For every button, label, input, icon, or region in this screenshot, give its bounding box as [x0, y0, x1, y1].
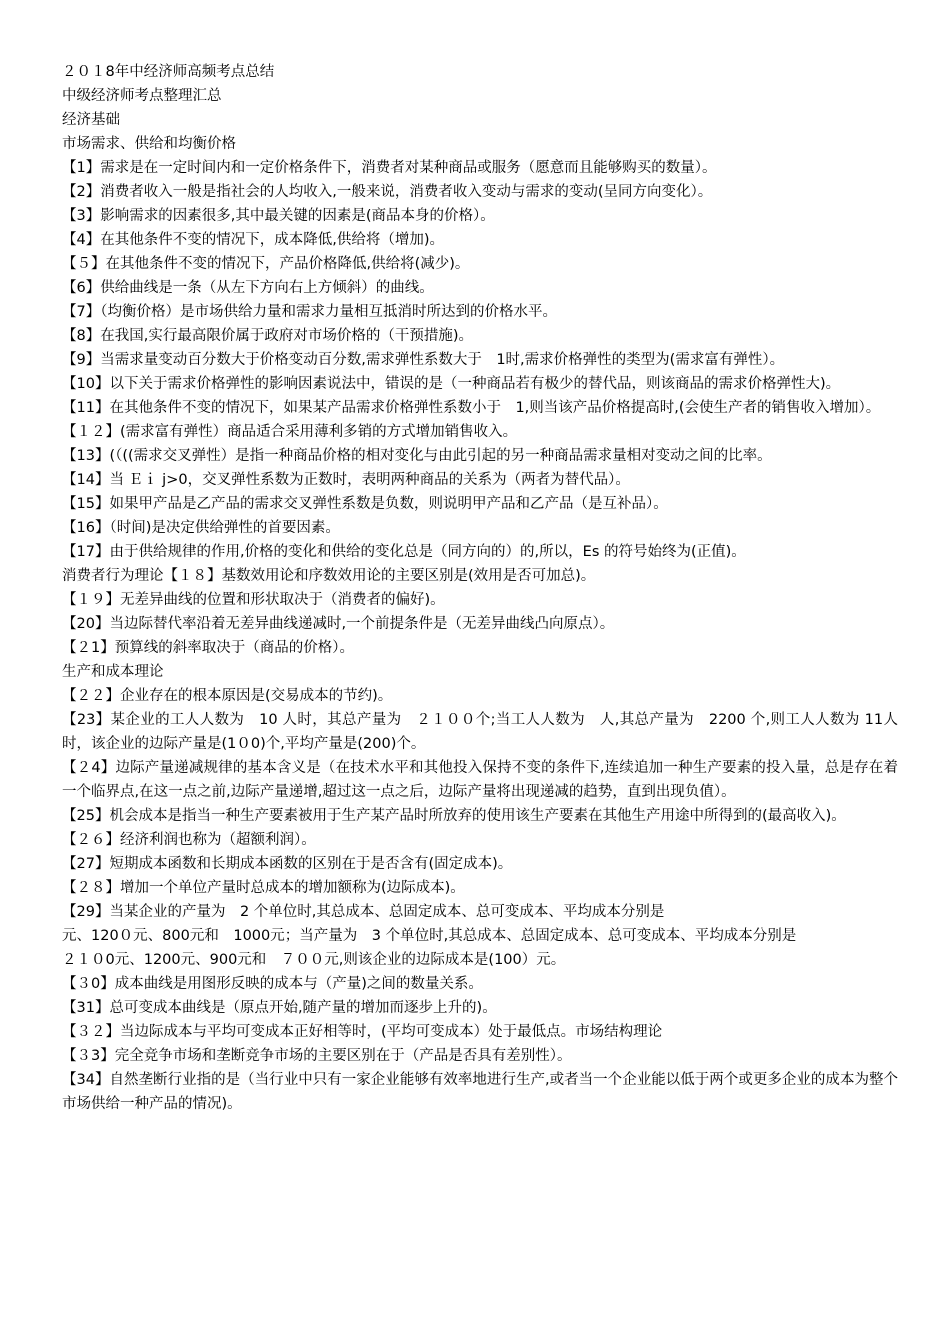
point-23: 【23】某企业的工人人数为 10 人时，其总产量为 ２１００个;当工人人数为 人,其总产量为 2200 个,则工人人数为 11人时，该企业的边际产量是(1０0)个,平均产量是(200)个。: [62, 712, 898, 752]
point-21: 【２1】预算线的斜率取决于（商品的价格）。: [62, 640, 354, 656]
point-1: 【1】需求是在一定时间内和一定价格条件下，消费者对某种商品或服务（愿意而且能够购买的数量）。: [62, 160, 717, 176]
section-heading-economic-basics: 经济基础: [62, 112, 120, 128]
point-26: 【２６】经济利润也称为（超额利润）。: [62, 832, 316, 848]
point-3: 【3】影响需求的因素很多,其中最关键的因素是(商品本身的价格）。: [62, 208, 495, 224]
point-15: 【15】如果甲产品是乙产品的需求交叉弹性系数是负数，则说明甲产品和乙产品（是互补品）。: [62, 496, 668, 512]
point-16: 【16】（时间)是决定供给弹性的首要因素。: [62, 520, 340, 536]
point-29-continued-b: ２１０0元、1200元、900元和 ７００元,则该企业的边际成本是(100）元。: [62, 952, 566, 968]
point-11: 【11】在其他条件不变的情况下，如果某产品需求价格弹性系数小于 1,则当该产品价格提高时,(会使生产者的销售收入增加）。: [62, 400, 881, 416]
point-9: 【9】当需求量变动百分数大于价格变动百分数,需求弹性系数大于 1时,需求价格弹性的类型为(需求富有弹性）。: [62, 352, 785, 368]
point-12: 【１２】(需求富有弹性）商品适合采用薄利多销的方式增加销售收入。: [62, 424, 518, 440]
point-14: 【14】当 Ｅｉ j>0，交叉弹性系数为正数时，表明两种商品的关系为（两者为替代品）。: [62, 472, 630, 488]
point-22: 【２２】企业存在的根本原因是(交易成本的节约)。: [62, 688, 393, 704]
point-6: 【6】供给曲线是一条（从左下方向右上方倾斜）的曲线。: [62, 280, 434, 296]
point-10: 【10】以下关于需求价格弹性的影响因素说法中，错误的是（一种商品若有极少的替代品，则该商品的需求价格弹性大)。: [62, 376, 841, 392]
point-8: 【8】在我国,实行最高限价属于政府对市场价格的（干预措施)。: [62, 328, 473, 344]
point-28: 【２８】增加一个单位产量时总成本的增加额称为(边际成本)。: [62, 880, 465, 896]
subsection-heading-production: 生产和成本理论: [62, 664, 164, 680]
point-20: 【20】当边际替代率沿着无差异曲线递减时,一个前提条件是（无差异曲线凸向原点）。: [62, 616, 615, 632]
point-2: 【2】消费者收入一般是指社会的人均收入,一般来说，消费者收入变动与需求的变动(呈同方向变化）。: [62, 184, 713, 200]
point-34: 【34】自然垄断行业指的是（当行业中只有一家企业能够有效率地进行生产,或者当一个企业能以低于两个或更多企业的成本为整个市场供给一种产品的情况)。: [62, 1072, 898, 1112]
point-27: 【27】短期成本函数和长期成本函数的区别在于是否含有(固定成本)。: [62, 856, 513, 872]
point-24: 【２4】边际产量递减规律的基本含义是（在技术水平和其他投入保持不变的条件下,连续追加一种生产要素的投入量，总是存在着一个临界点,在这一点之前,边际产量递增,超过这一点之后，边际产量将出现递减的趋势，直到出现负值）。: [62, 760, 898, 800]
point-30: 【３0】成本曲线是用图形反映的成本与（产量)之间的数量关系。: [62, 976, 483, 992]
point-31: 【31】总可变成本曲线是（原点开始,随产量的增加而逐步上升的)。: [62, 1000, 497, 1016]
point-25: 【25】机会成本是指当一种生产要素被用于生产某产品时所放弃的使用该生产要素在其他生产用途中所得到的(最高收入)。: [62, 808, 846, 824]
point-7: 【7】（均衡价格）是市场供给力量和需求力量相互抵消时所达到的价格水平。: [62, 304, 557, 320]
document-body: [62, 60, 898, 1116]
point-29-continued-a: 元、120０元、800元和 1000元；当产量为 3 个单位时,其总成本、总固定成本、总可变成本、平均成本分别是: [62, 928, 797, 944]
point-18: 消费者行为理论【１８】基数效用论和序数效用论的主要区别是(效用是否可加总)。: [62, 568, 596, 584]
document-title: ２０１8年中经济师高频考点总结: [62, 64, 275, 80]
document-subtitle: 中级经济师考点整理汇总: [62, 88, 222, 104]
point-5: 【５】在其他条件不变的情况下，产品价格降低,供给将(减少)。: [62, 256, 470, 272]
subsection-heading-market: 市场需求、供给和均衡价格: [62, 136, 236, 152]
point-32: 【３２】当边际成本与平均可变成本正好相等时，(平均可变成本）处于最低点。市场结构理论: [62, 1024, 663, 1040]
point-33: 【３3】完全竞争市场和垄断竞争市场的主要区别在于（产品是否具有差别性）。: [62, 1048, 572, 1064]
point-4: 【4】在其他条件不变的情况下，成本降低,供给将（增加)。: [62, 232, 444, 248]
point-13: 【13】(（((需求交叉弹性）是指一种商品价格的相对变化与由此引起的另一种商品需求量相对变动之间的比率。: [62, 448, 772, 464]
point-29: 【29】当某企业的产量为 2 个单位时,其总成本、总固定成本、总可变成本、平均成本分别是: [62, 904, 665, 920]
point-17: 【17】由于供给规律的作用,价格的变化和供给的变化总是（同方向的）的,所以，Es 的符号始终为(正值)。: [62, 544, 746, 560]
point-19: 【１９】无差异曲线的位置和形状取决于（消费者的偏好)。: [62, 592, 445, 608]
